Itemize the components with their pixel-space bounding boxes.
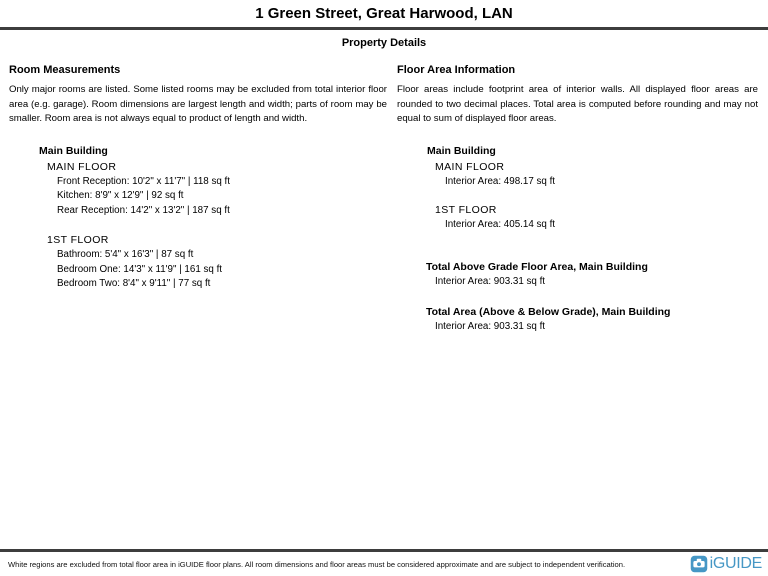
interior-area-line: Interior Area: 903.31 sq ft	[435, 276, 546, 288]
room-measurements-building	[39, 144, 387, 292]
page-subtitle: Property Details	[341, 37, 427, 49]
building-name: Main Building	[39, 144, 108, 157]
iguide-camera-icon	[690, 555, 708, 573]
floor-area-totals	[426, 260, 758, 334]
room-line: Bedroom One: 14'3" x 11'9" | 161 sq ft	[57, 263, 223, 275]
room-measurements-description: Only major rooms are listed. Some listed rooms may be excluded from total interior floor area (e.g. garage). Room dimensions are largest length and width; parts of room may be smaller. Room area is not always equal to product of length and width.	[9, 84, 387, 125]
report-footer	[0, 545, 768, 574]
total-label: Total Area (Above & Below Grade), Main Building	[426, 305, 671, 318]
header-divider	[0, 27, 768, 30]
room-line: Kitchen: 8'9" x 12'9" | 92 sq ft	[57, 190, 184, 202]
iguide-logo	[690, 555, 762, 573]
floor-area-section	[397, 64, 758, 350]
room-measurements-section	[9, 64, 397, 350]
iguide-logo-text: iGUIDE	[709, 555, 762, 572]
floor-name: 1ST FLOOR	[435, 204, 497, 217]
room-measurements-heading: Room Measurements	[9, 64, 121, 76]
interior-area-line: Interior Area: 903.31 sq ft	[435, 320, 546, 332]
building-name: Main Building	[427, 144, 496, 157]
floor-area-main-floor	[435, 160, 758, 190]
floor-1st-floor	[47, 233, 387, 292]
interior-area-line: Interior Area: 405.14 sq ft	[445, 219, 556, 231]
floor-main-floor	[47, 160, 387, 219]
total-label: Total Above Grade Floor Area, Main Building	[426, 261, 648, 274]
content-columns	[0, 64, 768, 350]
room-line: Bathroom: 5'4" x 16'3" | 87 sq ft	[57, 248, 194, 260]
interior-area-line: Interior Area: 498.17 sq ft	[445, 175, 556, 187]
floor-name: 1ST FLOOR	[47, 233, 109, 246]
total-above-below-grade	[426, 305, 758, 335]
room-line: Front Reception: 10'2" x 11'7" | 118 sq ft	[57, 175, 230, 187]
floor-name: MAIN FLOOR	[435, 160, 505, 173]
floor-area-building	[427, 144, 758, 233]
room-line: Rear Reception: 14'2" x 13'2" | 187 sq ft	[57, 205, 230, 217]
floor-area-heading: Floor Area Information	[397, 64, 516, 76]
total-above-grade	[426, 260, 758, 290]
floor-area-description: Floor areas include footprint area of interior walls. All displayed floor areas are rounded to two decimal places. Total area is computed before rounding and may not equal to sum of displayed floor areas.	[397, 84, 758, 125]
report-header	[0, 0, 768, 49]
room-line: Bedroom Two: 8'4" x 9'11" | 77 sq ft	[57, 278, 211, 290]
floor-name: MAIN FLOOR	[47, 160, 117, 173]
footer-disclaimer: White regions are excluded from total floor area in iGUIDE floor plans. All room dimensions and floor areas must be considered approximate and are subject to independent verification.	[8, 559, 626, 569]
page-title: 1 Green Street, Great Harwood, LAN	[255, 5, 513, 22]
floor-area-1st-floor	[435, 203, 758, 233]
